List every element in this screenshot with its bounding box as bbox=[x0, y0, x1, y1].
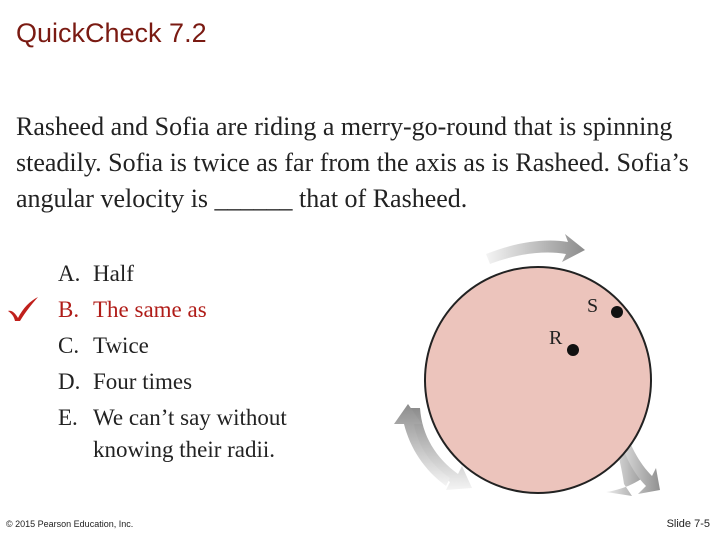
rasheed-dot bbox=[567, 344, 579, 356]
answer-text: Twice bbox=[93, 333, 149, 358]
answer-letter: A. bbox=[58, 261, 81, 286]
question-text: Rasheed and Sofia are riding a merry-go-round that is spinning steadily. Sofia is twice as far from the axis as is Rasheed. Sofia’s angular velocity is ______ that of Rasheed. bbox=[16, 112, 689, 213]
answer-option-e[interactable] bbox=[58, 400, 358, 466]
answer-list bbox=[58, 256, 358, 466]
answer-text: The same as bbox=[93, 297, 207, 322]
slide-number: Slide 7-5 bbox=[666, 518, 710, 530]
answer-text: We can’t say without knowing their radii. bbox=[93, 405, 287, 462]
answer-option-c[interactable] bbox=[58, 328, 358, 364]
answer-text: Four times bbox=[93, 369, 193, 394]
sofia-dot bbox=[611, 306, 623, 318]
answer-option-a[interactable] bbox=[58, 256, 358, 292]
answer-text: Half bbox=[93, 261, 134, 286]
checkmark-icon bbox=[6, 296, 40, 322]
answer-letter: D. bbox=[58, 369, 81, 394]
answer-letter: E. bbox=[58, 405, 78, 430]
copyright-text: © 2015 Pearson Education, Inc. bbox=[6, 519, 134, 529]
slide-title: QuickCheck 7.2 bbox=[16, 18, 207, 48]
answer-letter: B. bbox=[58, 297, 80, 322]
label-s: S bbox=[587, 295, 599, 317]
answer-option-d[interactable] bbox=[58, 364, 358, 400]
answer-letter: C. bbox=[58, 333, 80, 358]
answer-option-b[interactable] bbox=[58, 292, 358, 328]
rotation-arrow-icon bbox=[486, 234, 585, 264]
label-r: R bbox=[549, 327, 563, 349]
merry-go-round-disk bbox=[425, 267, 651, 493]
merry-go-round-diagram bbox=[380, 228, 680, 500]
